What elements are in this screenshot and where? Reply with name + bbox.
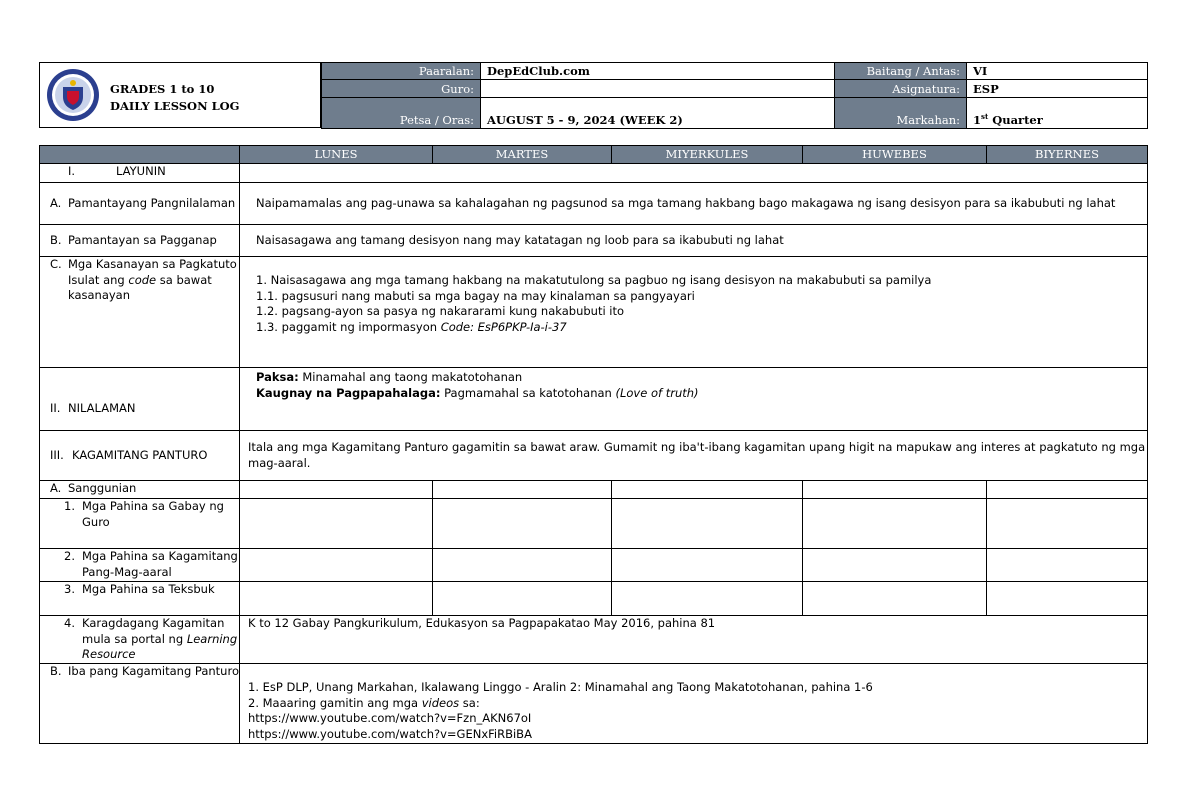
deped-seal-icon (43, 67, 103, 123)
pang-mag-aaral-row (40, 549, 1148, 582)
day-header-lunes: LUNES (240, 146, 433, 164)
pamantayang-pangnilalaman-content: Naipamamalas ang pag-unawa sa kahalagahan ng pagsunod sa mga tamang hakbang bago makagawa ng isang desisyon para sa ikabubuti ng lahat (240, 183, 1148, 225)
teksbuk-miyerkules (612, 582, 803, 616)
kagamitang-panturo-label: III. KAGAMITANG PANTURO (40, 431, 240, 481)
iba-pang-kagamitan-content (240, 664, 1148, 744)
kasanayan-line1: 1. Naisasagawa ang mga tamang hakbang na makatutulong sa pagbuo ng isang desisyon na makabubuti sa pamilya (256, 273, 932, 287)
baitang-value: VI (967, 63, 1148, 80)
teksbuk-biyernes (987, 582, 1148, 616)
paaralan-value: DepEdClub.com (481, 63, 835, 80)
nilalaman-row (40, 368, 1148, 431)
pamantayang-pangnilalaman-row (40, 183, 1148, 225)
gabay-guro-lunes (240, 499, 433, 549)
layunin-content (240, 164, 1148, 183)
gabay-guro-martes (433, 499, 612, 549)
day-header-blank (40, 146, 240, 164)
markahan-label: Markahan: (835, 98, 967, 129)
gabay-guro-biyernes (987, 499, 1148, 549)
kagamitang-panturo-content: Itala ang mga Kagamitang Panturo gagamitin sa bawat araw. Gumamit ng iba't-ibang kagamitan upang higit na mapukaw ang interes at pagkatuto ng mga mag-aaral. (240, 431, 1148, 481)
iba-pang-kagamitan-label: B. Iba pang Kagamitang Panturo (40, 664, 240, 744)
petsa-label: Petsa / Oras: (322, 98, 481, 129)
iba-pang-kagamitan-row (40, 664, 1148, 744)
sanggunian-lunes (240, 481, 433, 499)
day-header-row (40, 146, 1148, 164)
pang-mag-aaral-martes (433, 549, 612, 582)
kasanayan-line4: 1.3. paggamit ng impormasyon Code: EsP6PKP-Ia-i-37 (256, 319, 567, 334)
pamantayan-pagganap-content: Naisasagawa ang tamang desisyon nang may katatagan ng loob para sa ikabubuti ng lahat (240, 225, 1148, 257)
kasanayan-row (40, 257, 1148, 368)
karagdagang-kagamitan-content: K to 12 Gabay Pangkurikulum, Edukasyon sa Pagpapakatao May 2016, pahina 81 (240, 616, 1148, 664)
day-header-martes: MARTES (433, 146, 612, 164)
guro-value (481, 80, 835, 98)
pang-mag-aaral-miyerkules (612, 549, 803, 582)
header-title-line1: GRADES 1 to 10 (110, 82, 215, 96)
sanggunian-martes (433, 481, 612, 499)
youtube-link-1[interactable]: https://www.youtube.com/watch?v=Fzn_AKN67oI (248, 711, 532, 725)
gabay-guro-row (40, 499, 1148, 549)
header-info-table (321, 62, 1148, 129)
karagdagang-kagamitan-row (40, 616, 1148, 664)
layunin-row (40, 164, 1148, 183)
header-title-box (39, 62, 321, 128)
pamantayan-pagganap-label: B. Pamantayan sa Pagganap (40, 225, 240, 257)
sanggunian-biyernes (987, 481, 1148, 499)
pang-mag-aaral-biyernes (987, 549, 1148, 582)
paksa-line: Paksa: Minamahal ang taong makatotohanan (256, 370, 523, 384)
sanggunian-miyerkules (612, 481, 803, 499)
baitang-label: Baitang / Antas: (835, 63, 967, 80)
pang-mag-aaral-lunes (240, 549, 433, 582)
day-header-miyerkules: MIYERKULES (612, 146, 803, 164)
header-title-line2: DAILY LESSON LOG (110, 99, 240, 113)
day-header-huwebes: HUWEBES (803, 146, 987, 164)
markahan-value: 1st Quarter (967, 98, 1148, 129)
youtube-link-2[interactable]: https://www.youtube.com/watch?v=GENxFiRBiBA (248, 726, 532, 741)
layunin-label: I. LAYUNIN (40, 164, 240, 183)
kagamitang-panturo-row (40, 431, 1148, 481)
sanggunian-huwebes (803, 481, 987, 499)
asignatura-label: Asignatura: (835, 80, 967, 98)
lesson-log-table (39, 145, 1148, 744)
teksbuk-label: 3. Mga Pahina sa Teksbuk (40, 582, 240, 616)
day-header-biyernes: BIYERNES (987, 146, 1148, 164)
kaugnay-line: Kaugnay na Pagpapahalaga: Pagmamahal sa katotohanan (Love of truth) (256, 385, 699, 400)
gabay-guro-huwebes (803, 499, 987, 549)
karagdagang-kagamitan-label: 4. Karagdagang Kagamitan mula sa portal ng Learning Resource (40, 616, 240, 664)
pang-mag-aaral-label: 2. Mga Pahina sa Kagamitang Pang-Mag-aaral (40, 549, 240, 582)
kasanayan-line2: 1.1. pagsusuri nang mabuti sa mga bagay na may kinalaman sa pangyayari (256, 288, 695, 303)
kasanayan-line3: 1.2. pagsang-ayon sa pasya ng nakararami kung nakabubuti ito (256, 304, 625, 318)
kasanayan-label: C. Mga Kasanayan sa Pagkatuto Isulat ang code sa bawat kasanayan (40, 257, 240, 368)
asignatura-value: ESP (967, 80, 1148, 98)
nilalaman-label: II. NILALAMAN (40, 368, 240, 431)
iba-pang-line2: 2. Maaaring gamitin ang mga videos sa: (248, 695, 480, 710)
teksbuk-row (40, 582, 1148, 616)
teksbuk-lunes (240, 582, 433, 616)
iba-pang-line1: 1. EsP DLP, Unang Markahan, Ikalawang Linggo - Aralin 2: Minamahal ang Taong Makatotohanan, pahina 1-6 (248, 680, 873, 694)
pamantayan-pagganap-row (40, 225, 1148, 257)
guro-label: Guro: (322, 80, 481, 98)
teksbuk-huwebes (803, 582, 987, 616)
nilalaman-content (240, 368, 1148, 431)
paaralan-label: Paaralan: (322, 63, 481, 80)
teksbuk-martes (433, 582, 612, 616)
pamantayang-pangnilalaman-label: A. Pamantayang Pangnilalaman (40, 183, 240, 225)
gabay-guro-label: 1. Mga Pahina sa Gabay ng Guro (40, 499, 240, 549)
petsa-value: AUGUST 5 - 9, 2024 (WEEK 2) (481, 98, 835, 129)
pang-mag-aaral-huwebes (803, 549, 987, 582)
gabay-guro-miyerkules (612, 499, 803, 549)
kasanayan-content (240, 257, 1148, 368)
sanggunian-label: A. Sanggunian (40, 481, 240, 499)
sanggunian-row (40, 481, 1148, 499)
